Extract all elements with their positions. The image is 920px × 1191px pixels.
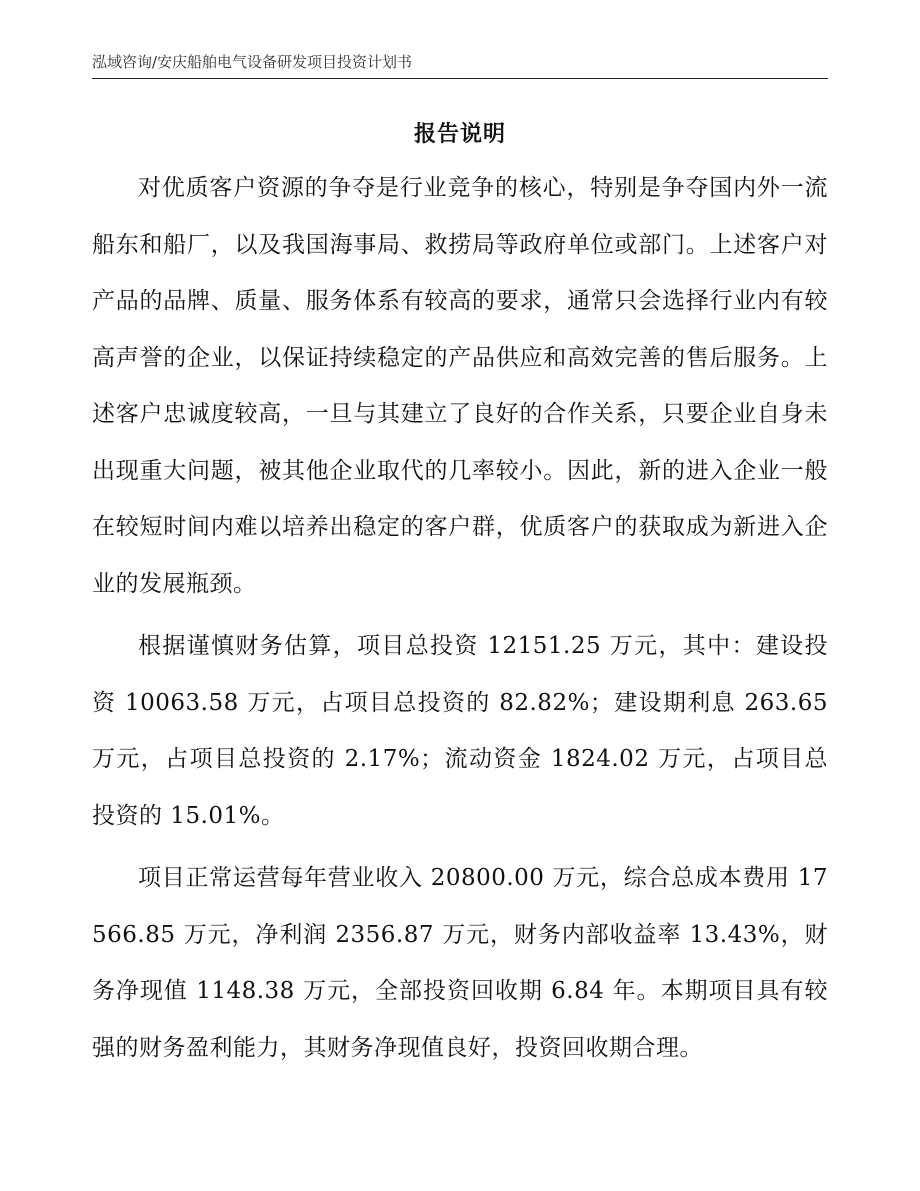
section-title: 报告说明 <box>413 122 506 147</box>
header-divider <box>92 78 828 79</box>
paragraph-customer-resources: 对优质客户资源的争夺是行业竞争的核心，特别是争夺国内外一流船东和船厂，以及我国海事局、救捞局等政府单位或部门。上述客户对产品的品牌、质量、服务体系有较高的要求，通常只会选择行业内有较高声誉的企业，以保证持续稳定的产品供应和高效完善的售后服务。上述客户忠诚度较高，一旦与其建立了良好的合作关系，只要企业自身未出现重大问题，被其他企业取代的几率较小。因此，新的进入企业一般在较短时间内难以培养出稳定的客户群，优质客户的获取成为新进入企业的发展瓶颈。 <box>92 175 828 597</box>
body-text <box>92 160 828 1082</box>
paragraph-financial-returns: 项目正常运营每年营业收入 20800.00 万元，综合总成本费用 17566.85 万元，净利润 2356.87 万元，财务内部收益率 13.43%，财务净现值 1148.38 万元，全部投资回收期 6.84 年。本期项目具有较强的财务盈利能力，其财务净现值良好，投资回收期合理。 <box>92 865 828 1061</box>
paragraph-investment-estimate: 根据谨慎财务估算，项目总投资 12151.25 万元，其中：建设投资 10063.58 万元，占项目总投资的 82.82%；建设期利息 263.65 万元，占项目总投资的 2.17%；流动资金 1824.02 万元，占项目总投资的 15.01%。 <box>92 633 828 829</box>
running-header: 泓域咨询/安庆船舶电气设备研发项目投资计划书 <box>92 53 413 71</box>
